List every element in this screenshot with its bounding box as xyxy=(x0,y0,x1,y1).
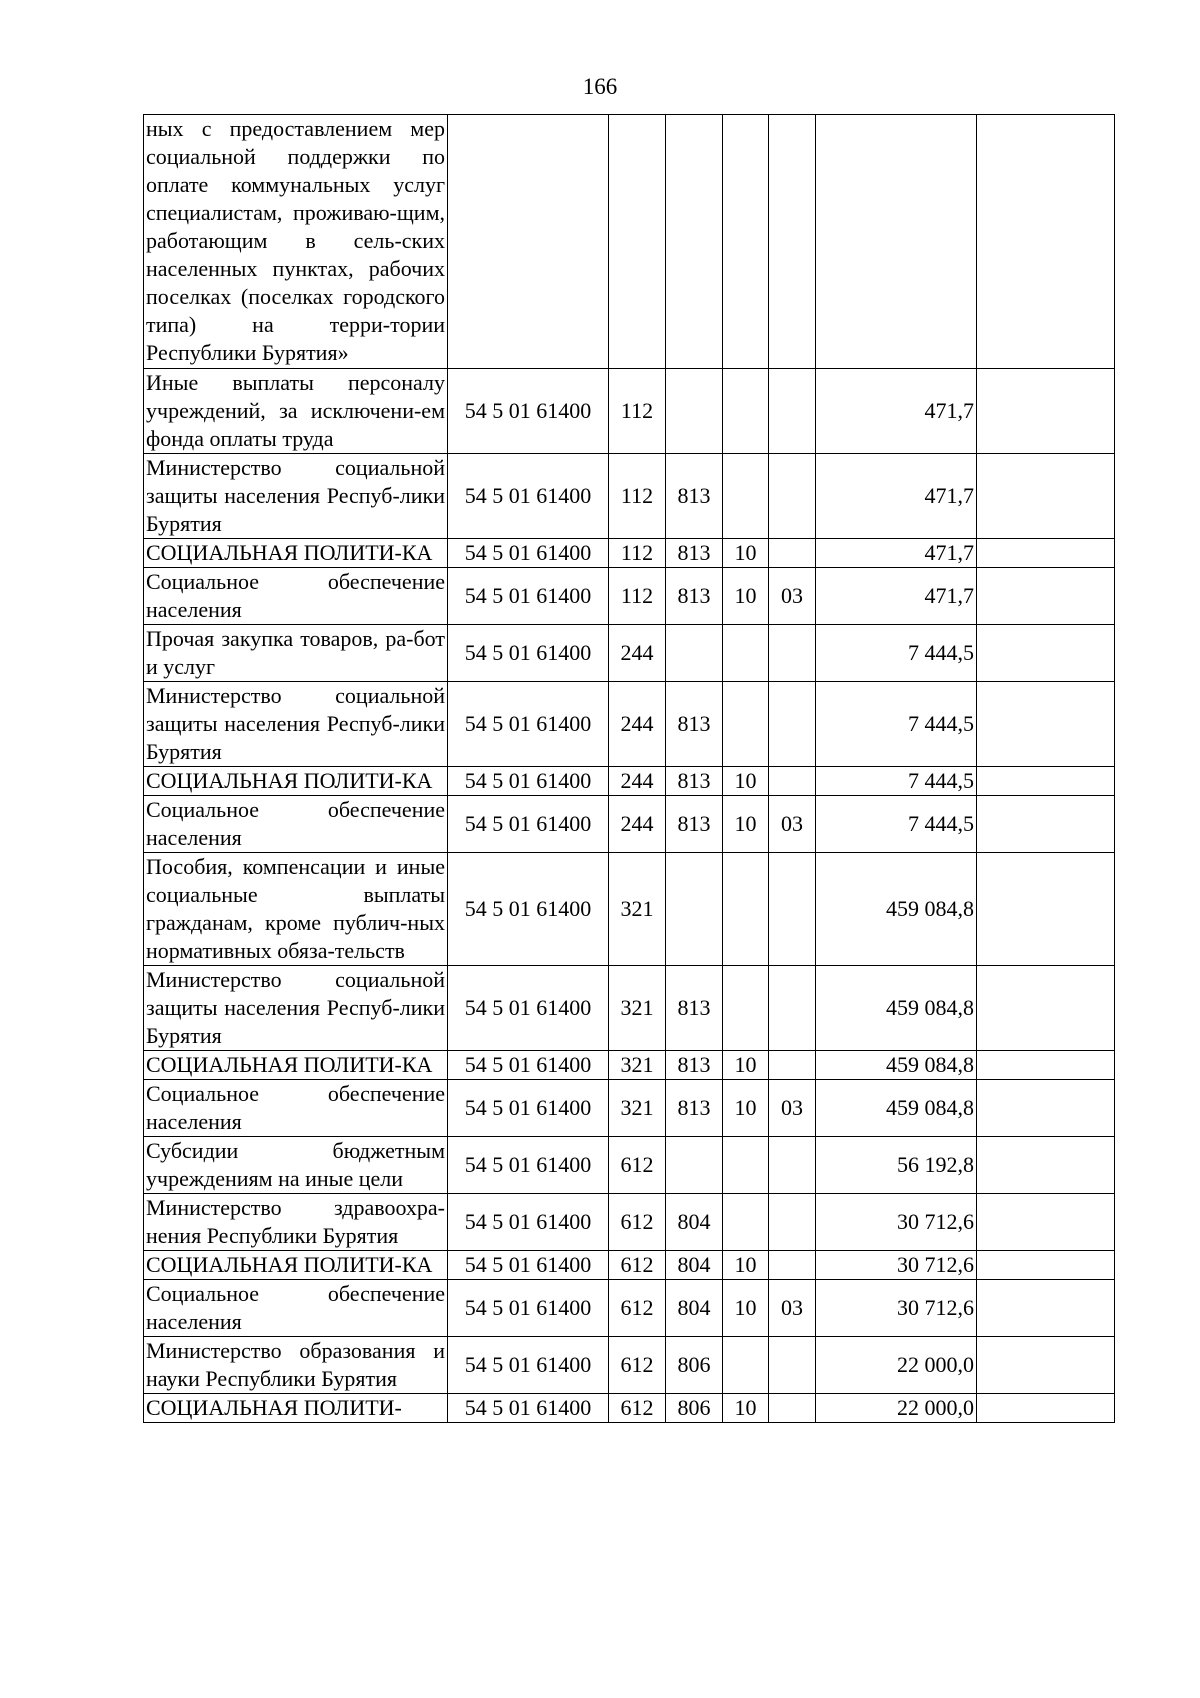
row-grbs: 813 xyxy=(666,767,723,796)
row-name: Социальное обеспечение населения xyxy=(144,1080,448,1137)
row-grbs: 813 xyxy=(666,454,723,539)
row-rz xyxy=(723,625,769,682)
row-sum: 7 444,5 xyxy=(816,796,977,853)
row-sum: 471,7 xyxy=(816,454,977,539)
row-vr: 244 xyxy=(609,796,666,853)
table-row xyxy=(144,966,1115,1051)
row-code: 54 5 01 61400 xyxy=(448,966,609,1051)
row-name: Пособия, компенсации и иные социальные выплаты гражданам, кроме публич-ных нормативных обяза-тельств xyxy=(144,853,448,966)
row-extra xyxy=(977,767,1115,796)
row-code: 54 5 01 61400 xyxy=(448,1394,609,1423)
row-grbs: 806 xyxy=(666,1337,723,1394)
table-row xyxy=(144,1337,1115,1394)
row-extra xyxy=(977,1337,1115,1394)
row-rz: 10 xyxy=(723,796,769,853)
row-extra xyxy=(977,454,1115,539)
row-vr: 112 xyxy=(609,369,666,454)
row-extra xyxy=(977,1080,1115,1137)
row-code: 54 5 01 61400 xyxy=(448,1280,609,1337)
row-pr xyxy=(769,1194,816,1251)
row-extra xyxy=(977,1137,1115,1194)
row-vr: 612 xyxy=(609,1337,666,1394)
table-row xyxy=(144,454,1115,539)
table-row xyxy=(144,682,1115,767)
row-sum: 22 000,0 xyxy=(816,1337,977,1394)
row-pr xyxy=(769,1394,816,1423)
row-pr xyxy=(769,767,816,796)
row-code: 54 5 01 61400 xyxy=(448,369,609,454)
row-rz: 10 xyxy=(723,767,769,796)
row-code: 54 5 01 61400 xyxy=(448,1251,609,1280)
row-sum: 30 712,6 xyxy=(816,1194,977,1251)
row-pr: 03 xyxy=(769,1080,816,1137)
row-code: 54 5 01 61400 xyxy=(448,1194,609,1251)
table-row xyxy=(144,767,1115,796)
table-row xyxy=(144,1251,1115,1280)
row-rz xyxy=(723,1137,769,1194)
table-row xyxy=(144,1137,1115,1194)
table-row xyxy=(144,625,1115,682)
row-vr: 612 xyxy=(609,1394,666,1423)
row-pr xyxy=(769,1051,816,1080)
row-rz: 10 xyxy=(723,539,769,568)
row-grbs: 813 xyxy=(666,1051,723,1080)
row-grbs: 813 xyxy=(666,966,723,1051)
row-sum: 459 084,8 xyxy=(816,966,977,1051)
row-vr: 244 xyxy=(609,682,666,767)
row-sum: 471,7 xyxy=(816,539,977,568)
row-grbs: 806 xyxy=(666,1394,723,1423)
row-vr: 321 xyxy=(609,1051,666,1080)
row-sum xyxy=(816,115,977,369)
table-row xyxy=(144,1194,1115,1251)
row-sum: 7 444,5 xyxy=(816,682,977,767)
table-row xyxy=(144,568,1115,625)
row-grbs: 804 xyxy=(666,1251,723,1280)
row-grbs: 813 xyxy=(666,682,723,767)
table-row xyxy=(144,1080,1115,1137)
row-extra xyxy=(977,369,1115,454)
page-number: 166 xyxy=(582,74,618,99)
row-name: СОЦИАЛЬНАЯ ПОЛИТИ- xyxy=(144,1394,448,1423)
row-rz: 10 xyxy=(723,1080,769,1137)
row-sum: 459 084,8 xyxy=(816,1080,977,1137)
row-pr: 03 xyxy=(769,796,816,853)
row-rz: 10 xyxy=(723,1394,769,1423)
row-name: Прочая закупка товаров, ра-бот и услуг xyxy=(144,625,448,682)
row-pr xyxy=(769,1137,816,1194)
row-code: 54 5 01 61400 xyxy=(448,767,609,796)
row-name: Социальное обеспечение населения xyxy=(144,568,448,625)
row-extra xyxy=(977,568,1115,625)
row-extra xyxy=(977,853,1115,966)
row-code: 54 5 01 61400 xyxy=(448,539,609,568)
row-rz: 10 xyxy=(723,568,769,625)
row-rz xyxy=(723,369,769,454)
row-extra xyxy=(977,625,1115,682)
row-vr: 612 xyxy=(609,1137,666,1194)
row-sum: 7 444,5 xyxy=(816,767,977,796)
row-code: 54 5 01 61400 xyxy=(448,853,609,966)
row-rz: 10 xyxy=(723,1051,769,1080)
row-grbs: 804 xyxy=(666,1280,723,1337)
table-row xyxy=(144,853,1115,966)
row-name: ных с предоставлением мер социальной поддержки по оплате коммунальных услуг специалистам, проживаю-щим, работающим в сель-ских населенных пунктах, рабочих поселках (поселках городского типа) на терри-тории Республики Бурятия» xyxy=(144,115,448,369)
row-code xyxy=(448,115,609,369)
row-vr: 612 xyxy=(609,1251,666,1280)
row-grbs xyxy=(666,1137,723,1194)
row-rz xyxy=(723,966,769,1051)
row-pr xyxy=(769,1337,816,1394)
row-name: Социальное обеспечение населения xyxy=(144,1280,448,1337)
row-name: Субсидии бюджетным учреждениям на иные цели xyxy=(144,1137,448,1194)
row-extra xyxy=(977,1194,1115,1251)
row-rz xyxy=(723,454,769,539)
row-name: Иные выплаты персоналу учреждений, за исключени-ем фонда оплаты труда xyxy=(144,369,448,454)
row-sum: 459 084,8 xyxy=(816,1051,977,1080)
row-code: 54 5 01 61400 xyxy=(448,796,609,853)
row-grbs xyxy=(666,115,723,369)
row-grbs xyxy=(666,625,723,682)
row-sum: 459 084,8 xyxy=(816,853,977,966)
row-code: 54 5 01 61400 xyxy=(448,454,609,539)
row-pr xyxy=(769,966,816,1051)
row-vr: 112 xyxy=(609,568,666,625)
row-pr: 03 xyxy=(769,1280,816,1337)
row-vr: 244 xyxy=(609,625,666,682)
row-name: Социальное обеспечение населения xyxy=(144,796,448,853)
table-row xyxy=(144,796,1115,853)
row-pr xyxy=(769,853,816,966)
row-vr xyxy=(609,115,666,369)
row-extra xyxy=(977,796,1115,853)
row-grbs xyxy=(666,853,723,966)
row-name: Министерство образования и науки Республики Бурятия xyxy=(144,1337,448,1394)
row-grbs: 813 xyxy=(666,1080,723,1137)
row-rz: 10 xyxy=(723,1280,769,1337)
row-name: СОЦИАЛЬНАЯ ПОЛИТИ-КА xyxy=(144,539,448,568)
row-extra xyxy=(977,966,1115,1051)
row-grbs: 813 xyxy=(666,568,723,625)
row-extra xyxy=(977,1280,1115,1337)
row-pr: 03 xyxy=(769,568,816,625)
row-name: Министерство здравоохра-нения Республики Бурятия xyxy=(144,1194,448,1251)
row-code: 54 5 01 61400 xyxy=(448,1337,609,1394)
row-vr: 321 xyxy=(609,853,666,966)
row-pr xyxy=(769,625,816,682)
table-row xyxy=(144,369,1115,454)
row-code: 54 5 01 61400 xyxy=(448,682,609,767)
row-name: Министерство социальной защиты населения Респуб-лики Бурятия xyxy=(144,454,448,539)
row-extra xyxy=(977,1251,1115,1280)
row-vr: 321 xyxy=(609,1080,666,1137)
row-grbs: 813 xyxy=(666,796,723,853)
row-pr xyxy=(769,1251,816,1280)
row-sum: 471,7 xyxy=(816,568,977,625)
row-name: Министерство социальной защиты населения Респуб-лики Бурятия xyxy=(144,966,448,1051)
row-sum: 22 000,0 xyxy=(816,1394,977,1423)
row-extra xyxy=(977,1051,1115,1080)
row-rz xyxy=(723,853,769,966)
row-grbs: 813 xyxy=(666,539,723,568)
row-rz xyxy=(723,1194,769,1251)
row-sum: 7 444,5 xyxy=(816,625,977,682)
row-pr xyxy=(769,454,816,539)
row-code: 54 5 01 61400 xyxy=(448,1051,609,1080)
row-rz xyxy=(723,682,769,767)
row-sum: 56 192,8 xyxy=(816,1137,977,1194)
row-extra xyxy=(977,115,1115,369)
row-vr: 112 xyxy=(609,539,666,568)
row-rz xyxy=(723,1337,769,1394)
row-extra xyxy=(977,1394,1115,1423)
row-vr: 612 xyxy=(609,1194,666,1251)
budget-table xyxy=(143,114,1115,1423)
table-row xyxy=(144,1051,1115,1080)
row-pr xyxy=(769,115,816,369)
row-code: 54 5 01 61400 xyxy=(448,625,609,682)
row-sum: 30 712,6 xyxy=(816,1280,977,1337)
row-name: СОЦИАЛЬНАЯ ПОЛИТИ-КА xyxy=(144,1251,448,1280)
row-grbs: 804 xyxy=(666,1194,723,1251)
row-pr xyxy=(769,369,816,454)
row-sum: 30 712,6 xyxy=(816,1251,977,1280)
row-vr: 112 xyxy=(609,454,666,539)
row-vr: 612 xyxy=(609,1280,666,1337)
row-extra xyxy=(977,539,1115,568)
row-grbs xyxy=(666,369,723,454)
row-pr xyxy=(769,682,816,767)
row-vr: 244 xyxy=(609,767,666,796)
row-sum: 471,7 xyxy=(816,369,977,454)
row-code: 54 5 01 61400 xyxy=(448,568,609,625)
table-row xyxy=(144,1280,1115,1337)
row-rz: 10 xyxy=(723,1251,769,1280)
row-name: СОЦИАЛЬНАЯ ПОЛИТИ-КА xyxy=(144,767,448,796)
table-row xyxy=(144,539,1115,568)
row-code: 54 5 01 61400 xyxy=(448,1080,609,1137)
table-row xyxy=(144,1394,1115,1423)
row-pr xyxy=(769,539,816,568)
row-name: Министерство социальной защиты населения Респуб-лики Бурятия xyxy=(144,682,448,767)
row-extra xyxy=(977,682,1115,767)
row-vr: 321 xyxy=(609,966,666,1051)
row-code: 54 5 01 61400 xyxy=(448,1137,609,1194)
row-rz xyxy=(723,115,769,369)
row-name: СОЦИАЛЬНАЯ ПОЛИТИ-КА xyxy=(144,1051,448,1080)
table-row xyxy=(144,115,1115,369)
